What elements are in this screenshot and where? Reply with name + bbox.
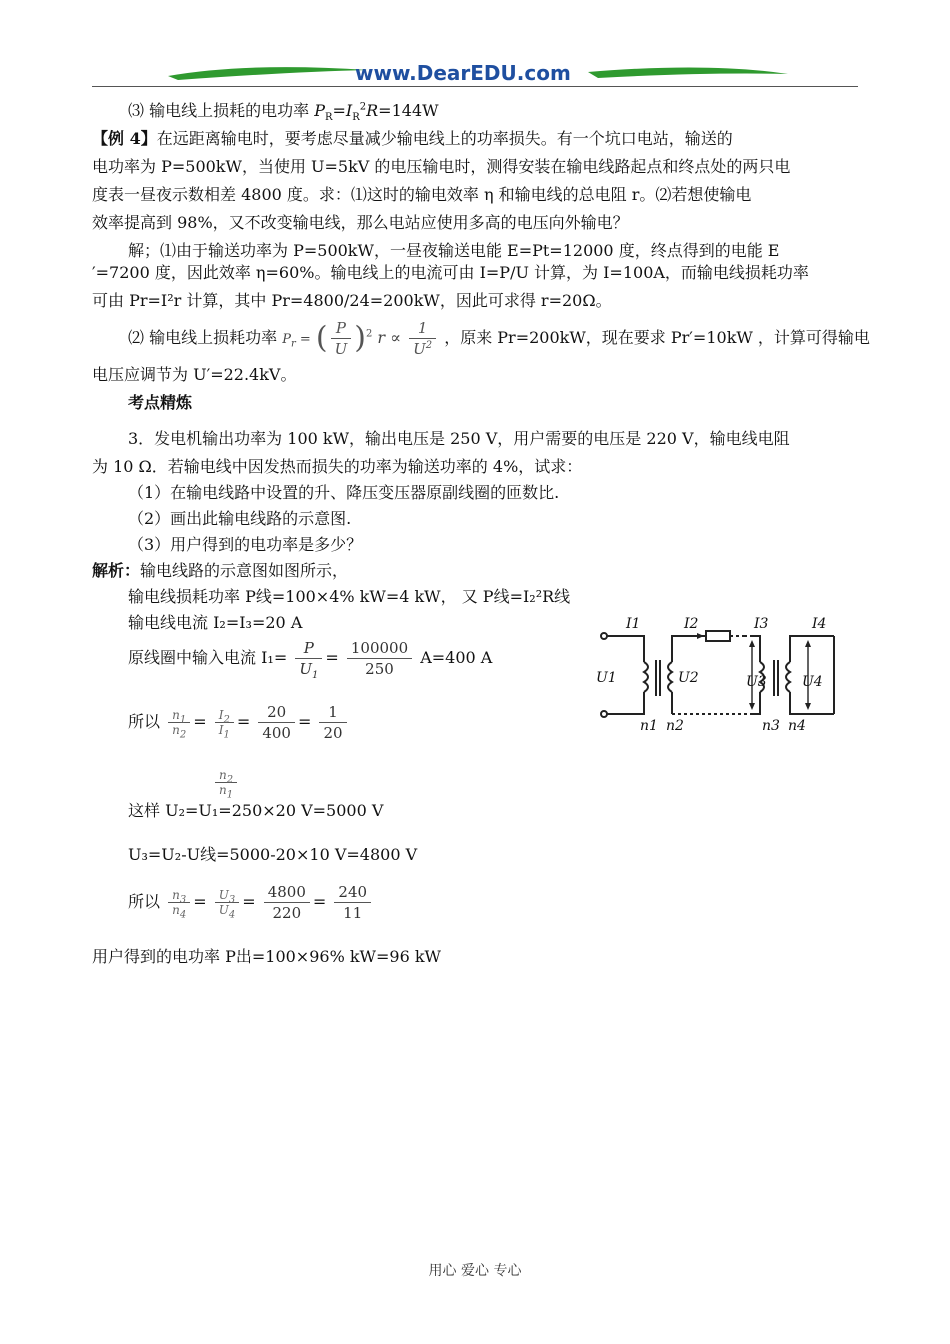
coil-n2 [668, 662, 672, 692]
analysis-line5-frac: $\frac{n_2}{n_1}$ [212, 768, 240, 797]
wire-top-4 [790, 636, 834, 662]
wire-top-2 [672, 636, 706, 662]
transmission-diagram [594, 612, 844, 738]
label-n4: n4 [788, 718, 806, 734]
wire-left-top [607, 636, 644, 662]
solution-line2: ′=7200 度，因此效率 η=60%。输电线上的电流可由 I=P/U 计算，为 I=100A，而输电线损耗功率 [92, 263, 809, 282]
solution-line3: 可由 Pr=I²r 计算，其中 Pr=4800/24=200kW，因此可求得 r=20Ω。 [92, 291, 612, 310]
coil-n4 [786, 662, 790, 692]
problem3-q1: （1）在输电线路中设置的升、降压变压器原副线圈的匝数比. [128, 483, 560, 502]
analysis-line5: 这样 U₂=U₁=250×20 V=5000 V [128, 801, 384, 820]
analysis-line0: 解析：输电线路的示意图如图所示， [92, 561, 349, 580]
solution-line4: ⑵ 输电线上损耗功率 $P_r$ = ( $\frac{P}{U}$ )$^2$ r ∝ $\frac{1}{U^2}$ ，原来 Pr=200kW，现在要求 Pr′=10kW ，计算可得输电 [128, 319, 870, 358]
problem3-line2: 为 10 Ω．若输电线中因发热而损失的功率为输送功率的 4%，试求： [92, 457, 583, 476]
example4-line3: 度表一昼夜示数相差 4800 度。求：⑴这时的输电效率 η 和输电线的总电阻 r。⑵若想使输电 [92, 185, 752, 204]
wire-top-3 [752, 636, 760, 662]
problem3-q3: （3）用户得到的电功率是多少？ [128, 535, 363, 554]
label-n1: n1 [640, 718, 658, 734]
analysis-line4: 所以 $\frac{n_1}{n_2}$ = $\frac{I_2}{I_1}$ = $\frac{20}{400}$ = $\frac{1}{20}$ [128, 700, 350, 744]
section-title: 考点精炼 [128, 393, 193, 412]
analysis-line2: 输电线电流 I₂=I₃=20 A [128, 613, 303, 632]
footer-text: 用心 爱心 专心 [428, 1263, 522, 1279]
problem3-line1: 3．发电机输出功率为 100 kW，输出电压是 250 V，用户需要的电压是 220 V，输电线电阻 [128, 429, 790, 448]
terminal-top-left [601, 633, 607, 639]
wire-bottom-4 [790, 692, 834, 714]
formula-pr: $P_r$ = [282, 332, 311, 350]
example4-line2: 电功率为 P=500kW，当使用 U=5kV 的电压输电时，测得安装在输电线路起点和终点处的两只电 [92, 157, 791, 176]
analysis-line3: 原线圈中输入电流 I₁= $\frac{P}{U_1}$ = $\frac{100000}{250}$ A=400 A [128, 639, 493, 681]
analysis-line1: 输电线损耗功率 P线=100×4% kW=4 kW， 又 P线=I₂²R线 [128, 587, 571, 606]
header-rule [92, 86, 858, 87]
site-name: www.DearEDU.com [355, 61, 571, 85]
label-n2: n2 [666, 718, 684, 734]
label-u3: U3 [746, 674, 767, 690]
label-i1: I1 [626, 616, 641, 632]
top-line-3: ⑶ 输电线上损耗的电功率 $P_R=I_R^2R=144W$ [128, 101, 439, 124]
terminal-bottom-left [601, 711, 607, 717]
analysis-line6: U₃=U₂-U线=5000-20×10 V=4800 V [128, 845, 418, 864]
solution-line5: 电压应调节为 U′=22.4kV。 [92, 365, 297, 384]
example4-line4: 效率提高到 98%，又不改变输电线，那么电站应使用多高的电压向外输电？ [92, 213, 629, 232]
wire-left-bottom [607, 692, 644, 714]
label-i2: I2 [684, 616, 699, 632]
problem3-q2: （2）画出此输电线路的示意图. [128, 509, 352, 528]
label-u2: U2 [678, 670, 699, 686]
right-swoosh [588, 67, 788, 78]
line-resistor [706, 631, 730, 641]
label-i4: I4 [812, 616, 827, 632]
solution-line1: 解；⑴由于输送功率为 P=500kW，一昼夜输送电能 E=Pt=12000 度，终点得到的电能 E [128, 241, 780, 260]
analysis-line8: 用户得到的电功率 P出=100×96% kW=96 kW [92, 947, 441, 966]
label-n3: n3 [762, 718, 780, 734]
label-u4: U4 [802, 674, 823, 690]
label-u1: U1 [596, 670, 617, 686]
analysis-line7: 所以 $\frac{n_3}{n_4}$ = $\frac{U_3}{U_4}$ = $\frac{4800}{220}$ = $\frac{240}{11}$ [128, 880, 374, 924]
label-i3: I3 [754, 616, 769, 632]
coil-n1 [644, 662, 648, 692]
example4-line1: 【例 4】在远距离输电时，要考虑尽量减少输电线上的功率损失。有一个坑口电站，输送的 [92, 129, 733, 148]
left-swoosh [168, 67, 368, 80]
